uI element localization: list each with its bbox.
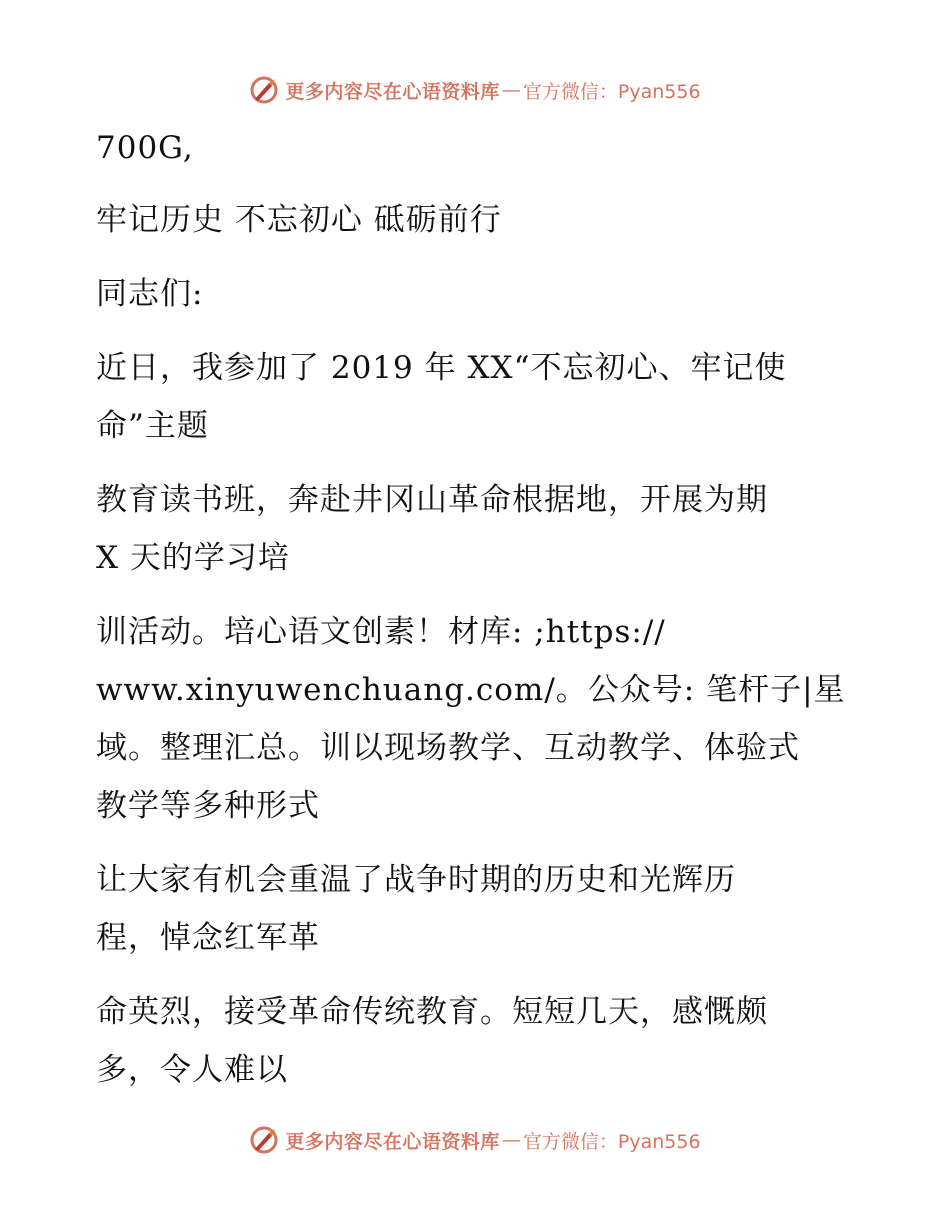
body-line: 同志们: bbox=[96, 276, 204, 312]
footer-brand-text: 更多内容尽在心语资料库 bbox=[285, 1130, 500, 1153]
quill-pen-icon bbox=[249, 75, 279, 105]
footer-wechat-text: 官方微信：Pyan556 bbox=[522, 1130, 701, 1153]
body-line: 牢记历史 不忘初心 砥砺前行 bbox=[96, 202, 502, 238]
header-brand-text: 更多内容尽在心语资料库 bbox=[285, 80, 500, 103]
body-line: 多，令人难以 bbox=[96, 1052, 288, 1088]
body-line: 教学等多种形式 bbox=[96, 788, 320, 824]
footer-watermark-banner bbox=[0, 1120, 950, 1160]
header-watermark-banner bbox=[0, 70, 950, 110]
body-line: 教育读书班，奔赴井冈山革命根据地，开展为期 bbox=[96, 482, 768, 518]
body-line: 命英烈，接受革命传统教育。短短几天，感慨颇 bbox=[96, 994, 768, 1030]
body-line: X 天的学习培 bbox=[96, 540, 290, 576]
body-line: 命”主题 bbox=[96, 408, 209, 444]
body-line: www.xinyuwenchuang.com/。公众号: 笔杆子|星 bbox=[96, 672, 846, 708]
body-line: 域。整理汇总。训以现场教学、互动教学、体验式 bbox=[96, 730, 800, 766]
body-line: 700G, bbox=[96, 130, 194, 166]
body-line: 训活动。培心语文创素！材库: ;https:// bbox=[96, 614, 666, 650]
body-line: 程，悼念红军革 bbox=[96, 920, 320, 956]
body-line: 让大家有机会重温了战争时期的历史和光辉历 bbox=[96, 862, 736, 898]
quill-pen-icon bbox=[249, 1125, 279, 1155]
footer-separator: — bbox=[501, 1129, 521, 1151]
header-separator: — bbox=[501, 79, 521, 101]
header-wechat-text: 官方微信：Pyan556 bbox=[522, 80, 701, 103]
body-line: 近日，我参加了 2019 年 XX“不忘初心、牢记使 bbox=[96, 350, 787, 386]
